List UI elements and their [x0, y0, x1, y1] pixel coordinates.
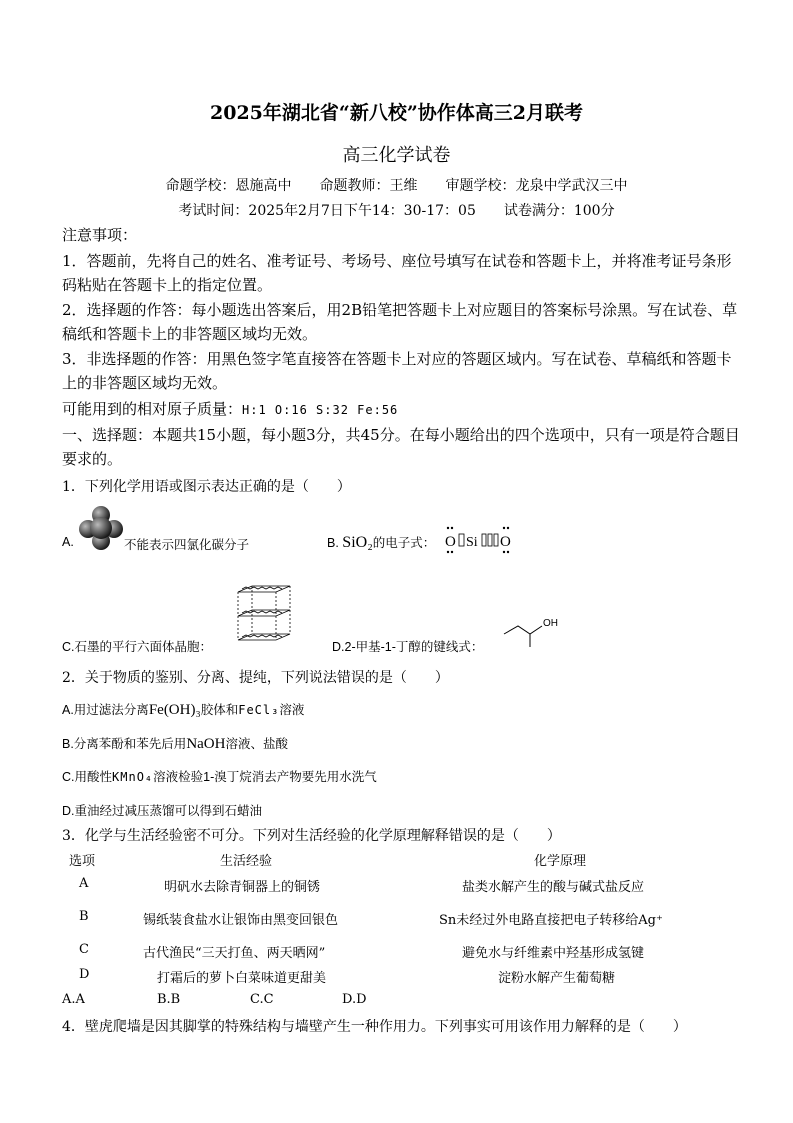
svg-text:Si: Si — [466, 535, 478, 550]
q2-option-c-chem: KMnO₄ — [112, 770, 154, 784]
q1-option-d-oh: OH — [543, 618, 558, 629]
graphite-unit-cell-icon — [232, 584, 294, 652]
q3-row-b-option: B — [79, 909, 89, 924]
q3-row-a-principle: 盐类水解产生的酸与碱式盐反应 — [462, 880, 645, 895]
electron-formula-icon — [442, 525, 524, 555]
q1-option-b-label: B. — [327, 536, 339, 550]
q2-option-b-chem: NaOH — [186, 736, 226, 752]
svg-text:O: O — [500, 534, 511, 550]
q2-option-a-mid: 胶体和 — [200, 703, 239, 717]
q2-option-c-pre: C.用酸性 — [62, 770, 113, 784]
atomic-mass-values: H:1 O:16 S:32 Fe:56 — [242, 403, 399, 417]
q2-option-a-chem1: Fe(OH)₃ — [148, 702, 201, 718]
q2-option-d: D.重油经过减压蒸馏可以得到石蜡油 — [62, 804, 263, 818]
q3-choice-c: C.C — [250, 992, 274, 1007]
q2-option-b-post: 溶液、盐酸 — [225, 737, 288, 751]
q2-option-a — [62, 700, 304, 719]
q4-stem: 4．壁虎爬墙是因其脚掌的特殊结构与墙壁产生一种作用力。下列事实可用该作用力解释的是（ ） — [62, 1019, 687, 1035]
q1-option-b-text: 的电子式： — [372, 536, 436, 550]
q3-row-c-option: C — [79, 942, 89, 957]
exam-title: 2025年湖北省“新八校”协作体高三2月联考 — [210, 102, 583, 124]
svg-text:O: O — [445, 534, 456, 550]
q3-header-principle: 化学原理 — [534, 854, 587, 869]
q3-row-a-experience: 明矾水去除青铜器上的铜锈 — [164, 880, 321, 895]
q3-row-b-principle: Sn未经过外电路直接把电子转移给Ag⁺ — [439, 913, 663, 928]
q2-option-a-pre: A.用过滤法分离 — [62, 703, 149, 717]
exam-info-line2: 考试时间：2025年2月7日下午14：30-17：05 试卷满分：100分 — [178, 203, 615, 219]
q2-option-b-pre: B.分离苯酚和苯先后用 — [62, 737, 187, 751]
q3-choice-a: A.A — [62, 992, 85, 1007]
q2-option-c-post: 溶液检验1-溴丁烷消去产物要先用水洗气 — [153, 770, 377, 784]
q1-option-b-formula: SiO₂ — [342, 534, 373, 551]
notice-item-1: 1．答题前，先将自己的姓名、准考证号、考场号、座位号填写在试卷和答题卡上，并将准考证号条形码粘贴在答题卡上的指定位置。 — [62, 252, 732, 294]
q1-stem: 1．下列化学用语或图示表达正确的是（ ） — [62, 479, 351, 495]
q3-stem: 3．化学与生活经验密不可分。下列对生活经验的化学原理解释错误的是（ ） — [62, 828, 561, 844]
q3-row-d-experience: 打霜后的萝卜白菜味道更甜美 — [157, 971, 327, 986]
exam-info-line1: 命题学校：恩施高中 命题教师：王维 审题学校：龙泉中学武汉三中 — [165, 178, 628, 194]
atomic-mass-label: 可能用到的相对原子质量： — [62, 400, 243, 418]
q3-header-experience: 生活经验 — [220, 854, 273, 869]
section-1-intro: 一、选择题：本题共15小题，每小题3分，共45分。在每小题给出的四个选项中，只有一项是符合题目要求的。 — [62, 426, 740, 468]
notice-item-2: 2．选择题的作答：每小题选出答案后，用2B铅笔把答题卡上对应题目的答案标号涂黑。写在试卷、草稿纸和答题卡上的非答题区域均无效。 — [62, 301, 738, 343]
q2-option-b — [62, 734, 288, 753]
q2-option-a-post: 溶液 — [279, 703, 305, 717]
q1-option-a-label: A. — [62, 535, 74, 549]
q1-option-a-text: 不能表示四氯化碳分子 — [124, 538, 250, 552]
notice-item-3: 3．非选择题的作答：用黑色签字笔直接答在答题卡上对应的答题区域内。写在试卷、草稿纸和答题卡上的非答题区域均无效。 — [62, 350, 732, 392]
q1-option-d-text: D.2-甲基-1-丁醇的键线式： — [332, 640, 484, 654]
q2-option-a-chem2: FeCl₃ — [238, 703, 280, 717]
space-filling-model-icon — [78, 505, 124, 551]
q3-choice-b: B.B — [157, 992, 181, 1007]
q3-header-option: 选项 — [69, 854, 96, 869]
q3-row-d-option: D — [79, 967, 90, 982]
q1-option-c-text: C.石墨的平行六面体晶胞： — [62, 640, 213, 654]
atomic-mass-line — [62, 398, 398, 421]
q3-row-c-principle: 避免水与纤维素中羟基形成氢键 — [462, 946, 645, 961]
q1-option-b — [327, 533, 435, 552]
skeletal-formula-icon — [500, 612, 564, 650]
notice-heading: 注意事项： — [62, 226, 138, 244]
q3-row-a-option: A — [79, 876, 89, 891]
q2-option-c — [62, 767, 377, 785]
q3-row-c-experience: 古代渔民“三天打鱼、两天晒网” — [143, 946, 326, 961]
q3-row-d-principle: 淀粉水解产生葡萄糖 — [498, 971, 616, 986]
q2-stem: 2．关于物质的鉴别、分离、提纯，下列说法错误的是（ ） — [62, 670, 449, 686]
exam-subtitle: 高三化学试卷 — [342, 145, 451, 166]
q3-choice-d: D.D — [342, 992, 367, 1007]
q3-row-b-experience: 锡纸装食盐水让银饰由黑变回银色 — [143, 913, 339, 928]
